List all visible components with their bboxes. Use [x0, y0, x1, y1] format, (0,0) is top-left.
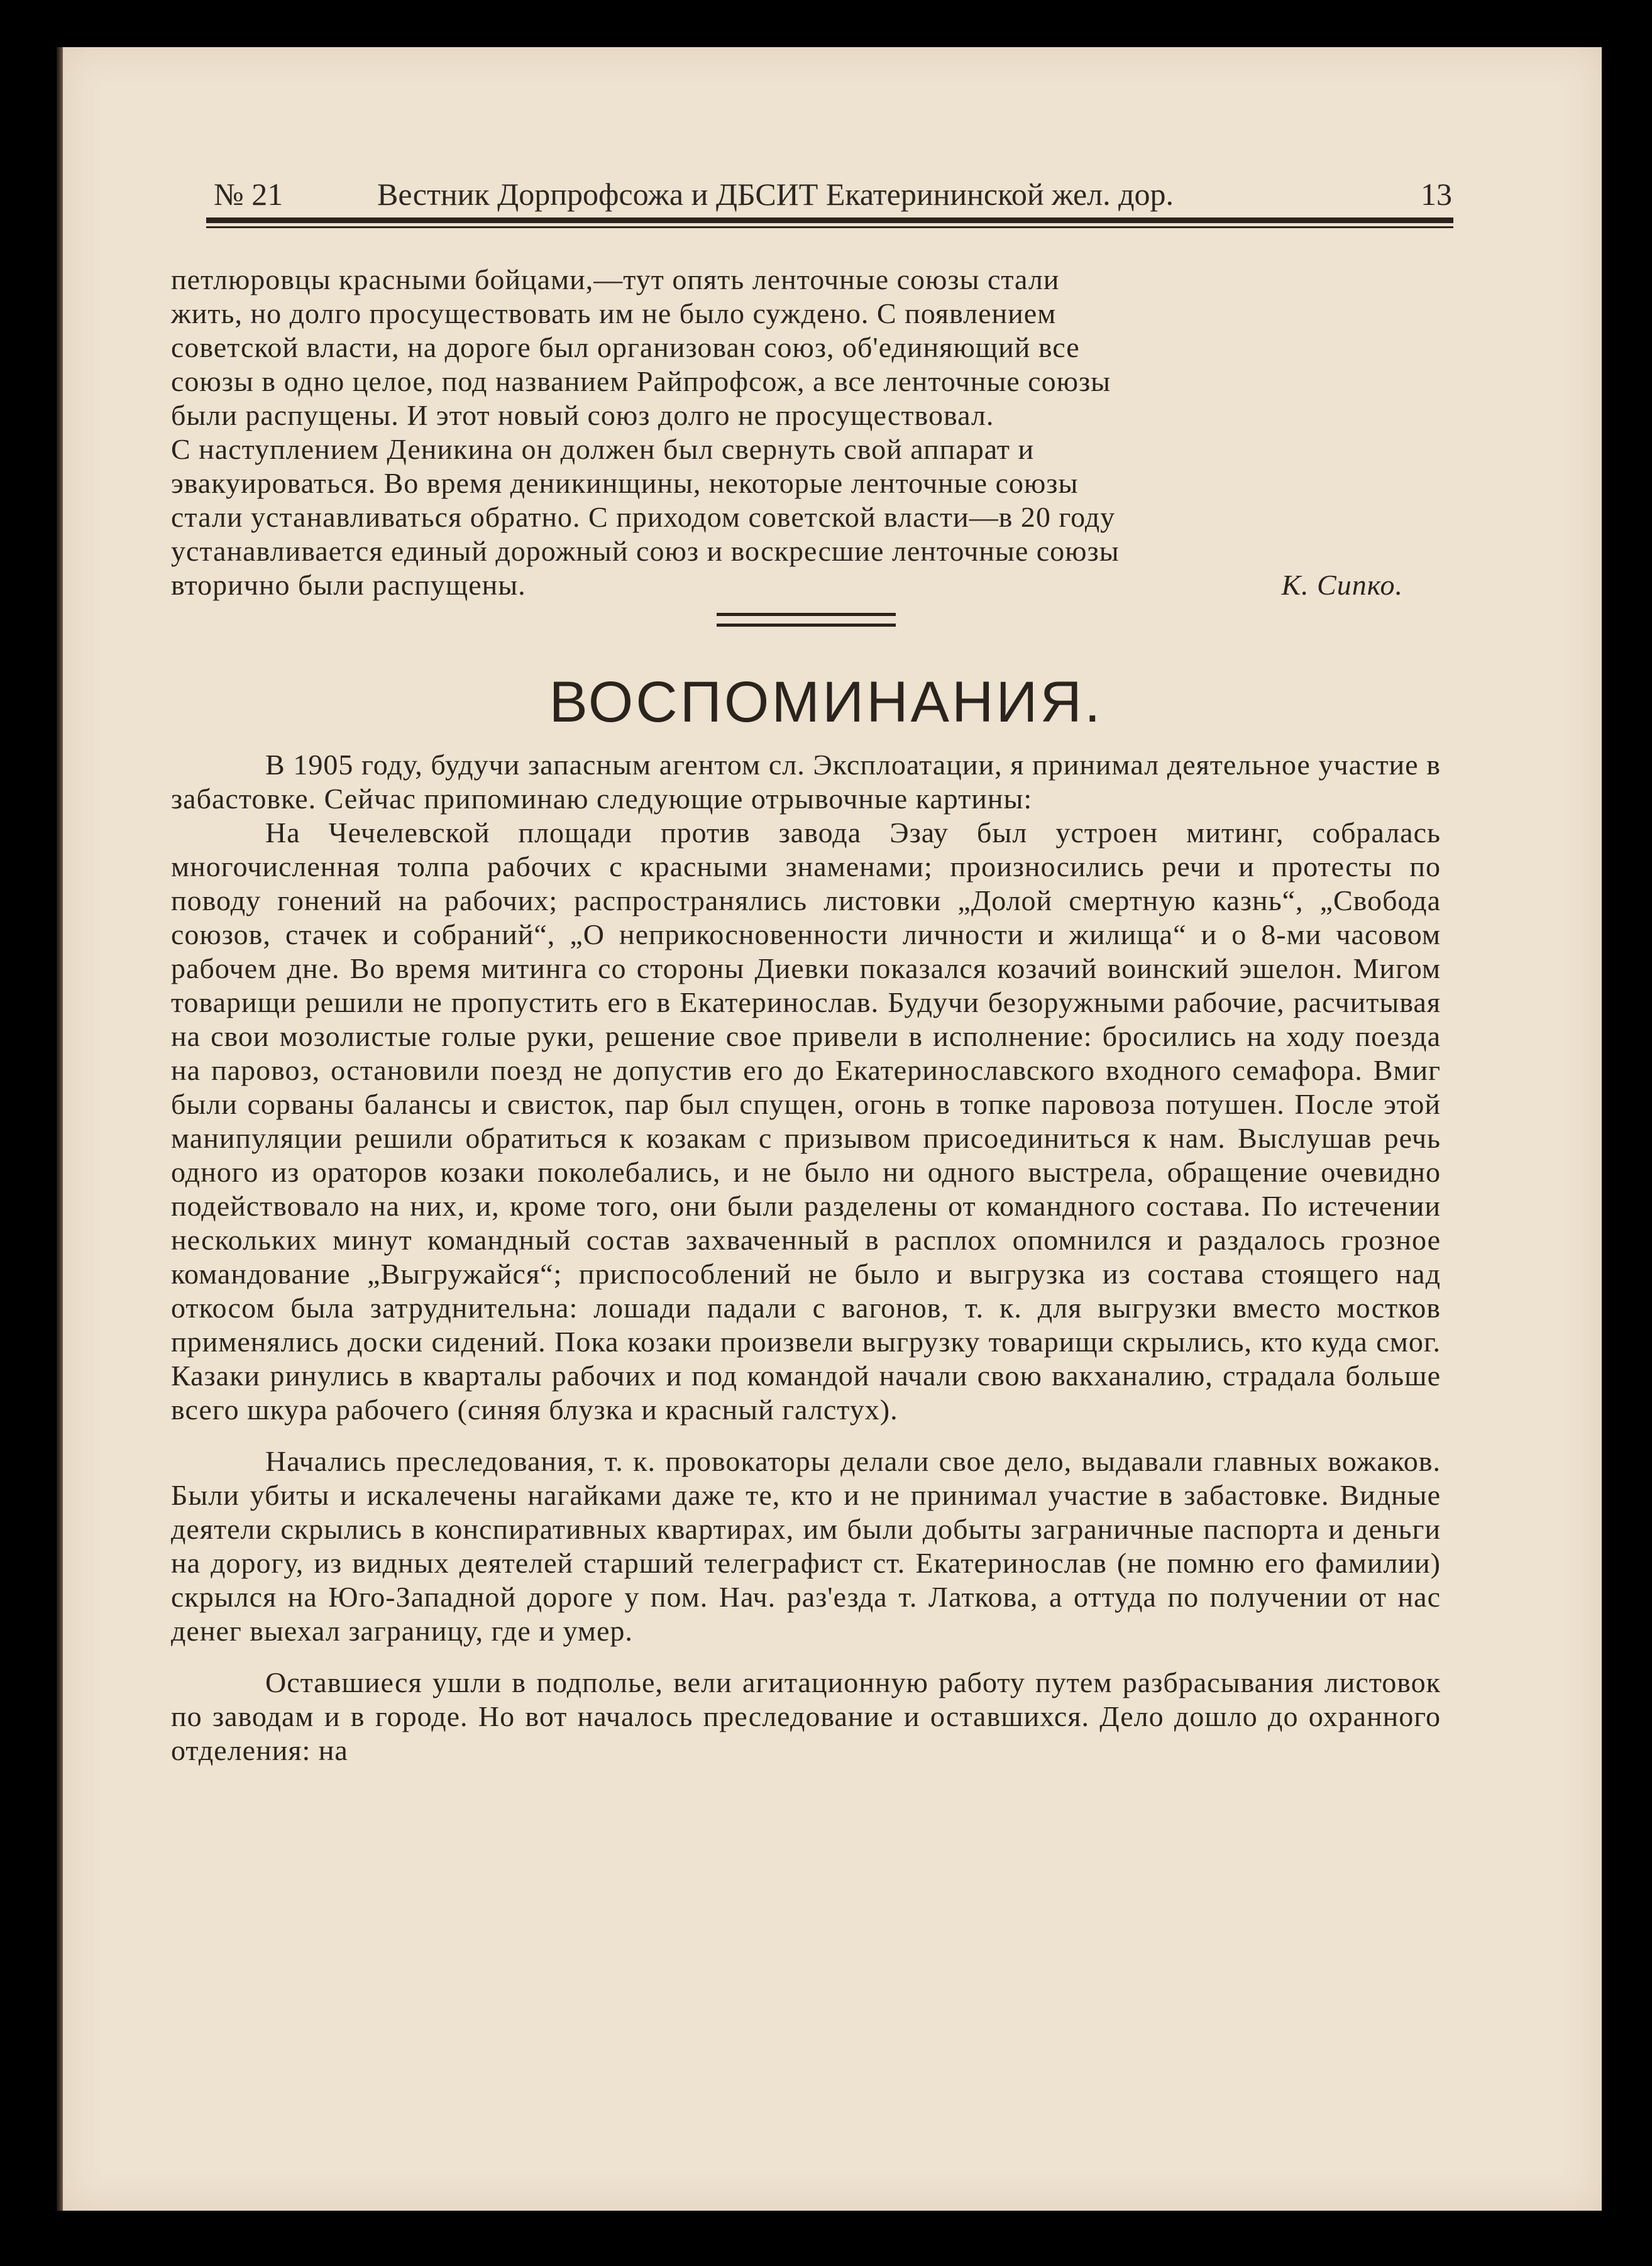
- paragraph: Начались преследования, т. к. провокаторы делали свое дело, выдавали главных вожаков. Были убиты и искалечены нагайками даже те, кто и не принимал участие в забастовке. Видные деятели скрылись в конспиративных квартирах, им были добыты заграничные паспорта и деньги на дорогу, из видных деятелей старший телеграфист ст. Екатеринослав (не помню его фамилии) скрылся на Юго-Западной дороге у пом. Нач. раз'езда т. Латкова, а оттуда по получении от нас денег выехал заграницу, где и умер.: [171, 1445, 1441, 1647]
- text-line: были распущены. И этот новый союз долго не просуществовал.: [171, 399, 994, 431]
- article-body: [171, 748, 1441, 1768]
- header-rule-thin: [206, 226, 1453, 228]
- text-line: вторично были распущены.: [171, 569, 526, 601]
- page-number: 13: [1421, 177, 1452, 212]
- running-header: [214, 176, 1452, 220]
- section-divider: [717, 624, 896, 627]
- text-line: жить, но долго просуществовать им не было суждено. С появлением: [171, 297, 1057, 329]
- closing-line: [171, 568, 1441, 602]
- text-line: С наступлением Деникина он должен был свернуть свой аппарат и: [171, 433, 1035, 465]
- text-line: петлюровцы красными бойцами,—тут опять ленточные союзы стали: [171, 263, 1060, 295]
- paragraph: В 1905 году, будучи запасным агентом сл. Эксплоатации, я принимал деятельное участие в забастовке. Сейчас припоминаю следующие отрывочные картины:: [171, 749, 1441, 815]
- text-line: советской власти, на дороге был организован союз, об'единяющий все: [171, 331, 1080, 363]
- article-title: ВОСПОМИНАНИЯ.: [549, 670, 1103, 734]
- text-line: союзы в одно целое, под названием Райпрофсож, а все ленточные союзы: [171, 365, 1111, 397]
- paragraph: Оставшиеся ушли в подполье, вели агитационную работу путем разбрасывания листовок по заводам и в городе. Но вот началось преследование и оставшихся. Дело дошло до охранного отделения: на: [171, 1666, 1441, 1766]
- header-rule: [206, 217, 1453, 223]
- text-line: устанавливается единый дорожный союз и воскресшие ленточные союзы: [171, 535, 1120, 567]
- previous-article-ending: [171, 263, 1441, 602]
- journal-title: Вестник Дорпрофсожа и ДБСИТ Екатерининской жел. дор.: [377, 177, 1174, 212]
- issue-number: № 21: [214, 177, 284, 212]
- text-line: эвакуироваться. Во время деникинщины, некоторые ленточные союзы: [171, 467, 1079, 499]
- text-line: стали устанавливаться обратно. С приходом советской власти—в 20 году: [171, 501, 1116, 533]
- author-signature: К. Сипко.: [1281, 569, 1403, 601]
- paragraph: На Чечелевской площади против завода Эзау был устроен митинг, собралась многочисленная толпа рабочих с красными знаменами; произносились речи и протесты по поводу гонений на рабочих; распространялись листовки „Долой смертную казнь“, „Свобода союзов, стачек и собраний“, „О неприкосновенности личности и жилища“ и о 8-ми часовом рабочем дне. Во время митинга со стороны Диевки показался козачий воинский эшелон. Мигом товарищи решили не пропустить его в Екатеринослав. Будучи безоружными рабочие, расчитывая на свои мозолистые голые руки, решение свое привели в исполнение: бросились на ходу поезда на паровоз, остановили поезд не допустив его до Екатеринославского входного семафора. Вмиг были сорваны балансы и свисток, пар был спущен, огонь в топке паровоза потушен. После этой манипуляции решили обратиться к козакам с призывом присоединиться к нам. Выслушав речь одного из ораторов козаки поколебались, и не было ни одного выстрела, обращение очевидно подействовало на них, и, кроме того, они были разделены от командного состава. По истечении нескольких минут командный состав захваченный в расплох опомнился и раздалось грозное командование „Выгружайся“; приспособлений не было и выгрузка из состава стоящего над откосом была затруднительна: лошади падали с вагонов, т. к. для выгрузки вместо мостков применялись доски сидений. Пока козаки произвели выгрузку товарищи скрылись, кто куда смог. Казаки ринулись в кварталы рабочих и под командой начали свою вакханалию, страдала больше всего шкура рабочего (синяя блузка и красный галстух).: [171, 817, 1441, 1426]
- section-divider: [717, 613, 896, 616]
